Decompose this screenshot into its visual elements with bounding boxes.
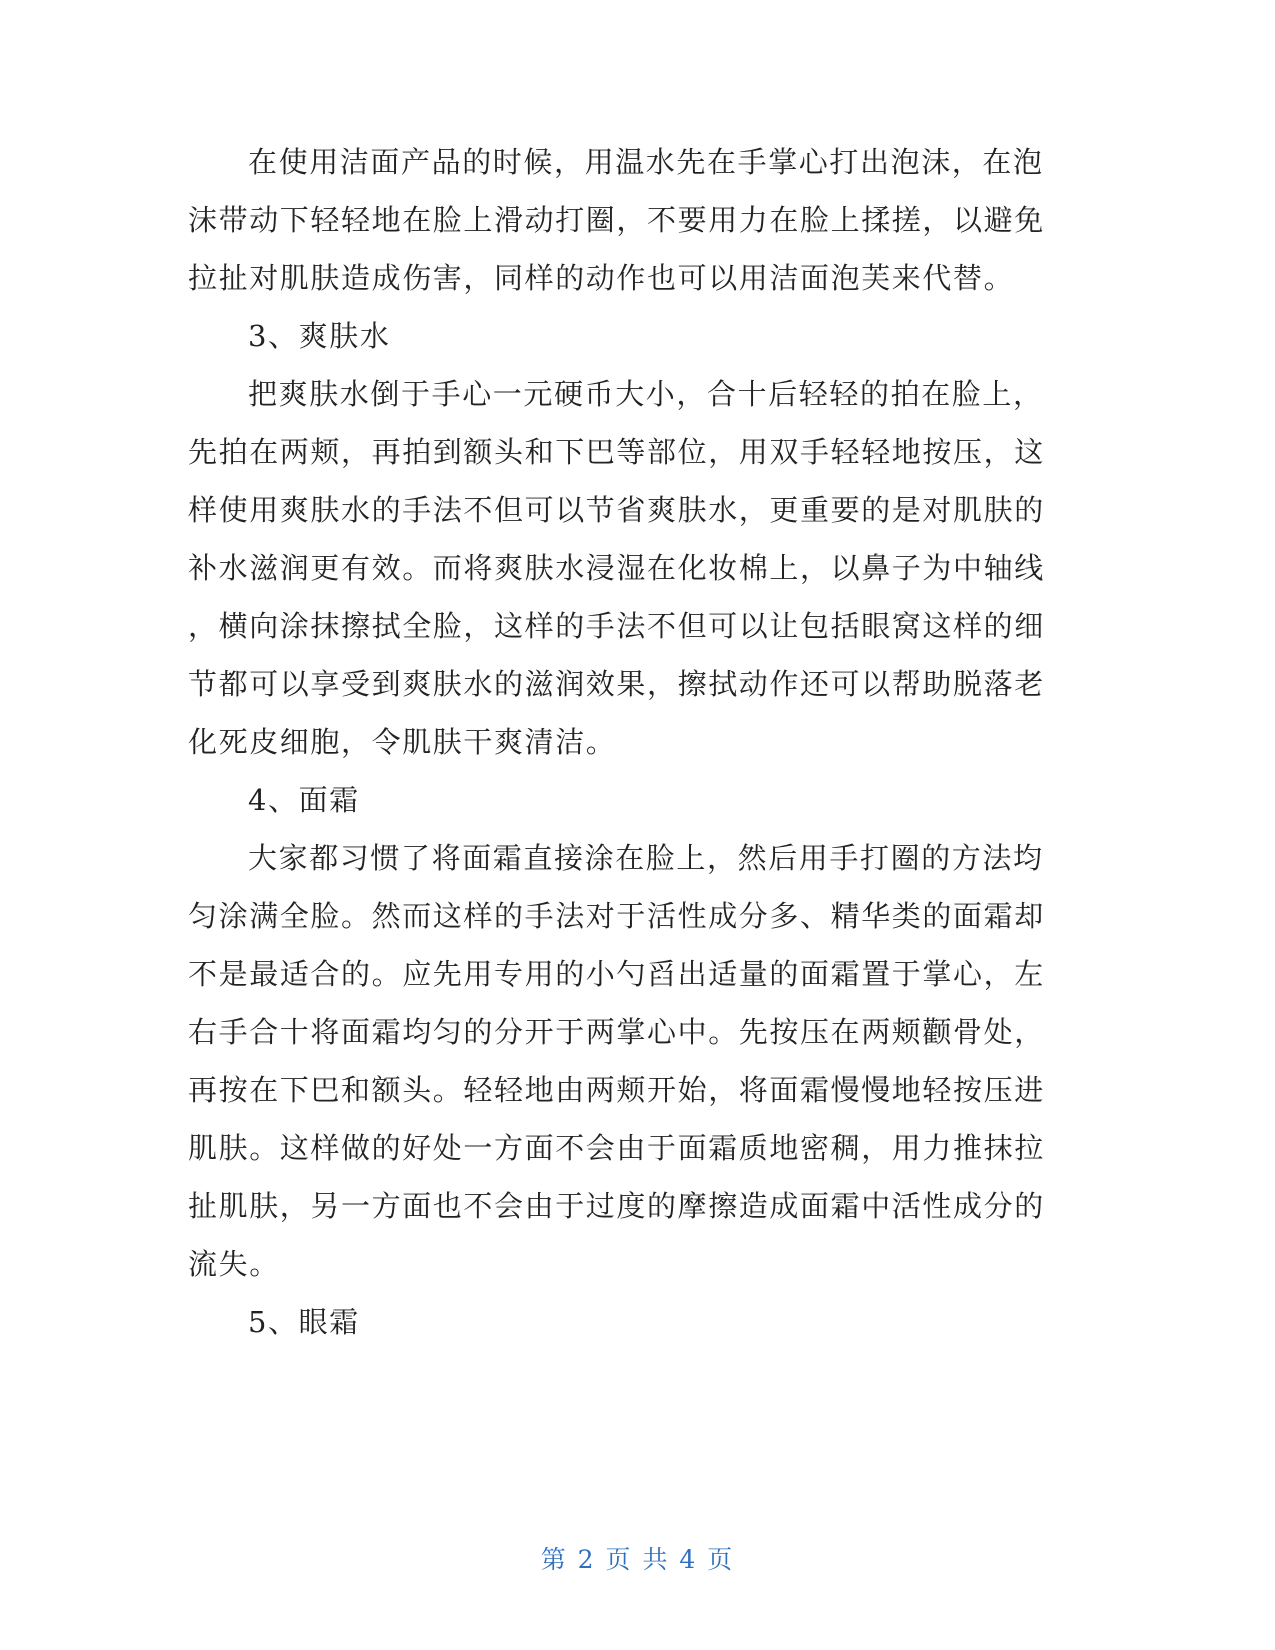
section-heading: 5、眼霜 <box>248 1305 360 1339</box>
paragraph-line: ，横向涂抹擦拭全脸，这样的手法不但可以让包括眼窝这样的细 <box>188 609 1045 643</box>
paragraph-line: 匀涂满全脸。然而这样的手法对于活性成分多、精华类的面霜却 <box>188 899 1045 933</box>
paragraph-line: 补水滋润更有效。而将爽肤水浸湿在化妆棉上，以鼻子为中轴线 <box>188 551 1045 585</box>
paragraph-line: 节都可以享受到爽肤水的滋润效果，擦拭动作还可以帮助脱落老 <box>188 667 1045 701</box>
paragraph-line: 化死皮细胞，令肌肤干爽清洁。 <box>188 725 617 759</box>
paragraph-line: 不是最适合的。应先用专用的小勺舀出适量的面霜置于掌心，左 <box>188 957 1045 991</box>
page-number-footer: 第 2 页 共 4 页 <box>540 1545 735 1574</box>
paragraph-line: 再按在下巴和额头。轻轻地由两颊开始，将面霜慢慢地轻按压进 <box>188 1073 1045 1107</box>
paragraph-line: 肌肤。这样做的好处一方面不会由于面霜质地密稠，用力推抹拉 <box>188 1131 1045 1165</box>
paragraph-line: 把爽肤水倒于手心一元硬币大小，合十后轻轻的拍在脸上， <box>248 377 1044 411</box>
paragraph-line: 在使用洁面产品的时候，用温水先在手掌心打出泡沫，在泡 <box>248 145 1044 179</box>
paragraph-line: 扯肌肤，另一方面也不会由于过度的摩擦造成面霜中活性成分的 <box>188 1189 1045 1223</box>
paragraph-line: 大家都习惯了将面霜直接涂在脸上，然后用手打圈的方法均 <box>248 841 1044 875</box>
paragraph-line: 先拍在两颊，再拍到额头和下巴等部位，用双手轻轻地按压，这 <box>188 435 1045 469</box>
paragraph-line: 流失。 <box>188 1247 280 1281</box>
section-heading: 3、爽肤水 <box>248 319 391 353</box>
section-heading: 4、面霜 <box>248 783 360 817</box>
paragraph-line: 拉扯对肌肤造成伤害，同样的动作也可以用洁面泡芙来代替。 <box>188 261 1015 295</box>
paragraph-line: 样使用爽肤水的手法不但可以节省爽肤水，更重要的是对肌肤的 <box>188 493 1045 527</box>
paragraph-line: 右手合十将面霜均匀的分开于两掌心中。先按压在两颊颧骨处， <box>188 1015 1045 1049</box>
paragraph-line: 沫带动下轻轻地在脸上滑动打圈，不要用力在脸上揉搓，以避免 <box>188 203 1045 237</box>
